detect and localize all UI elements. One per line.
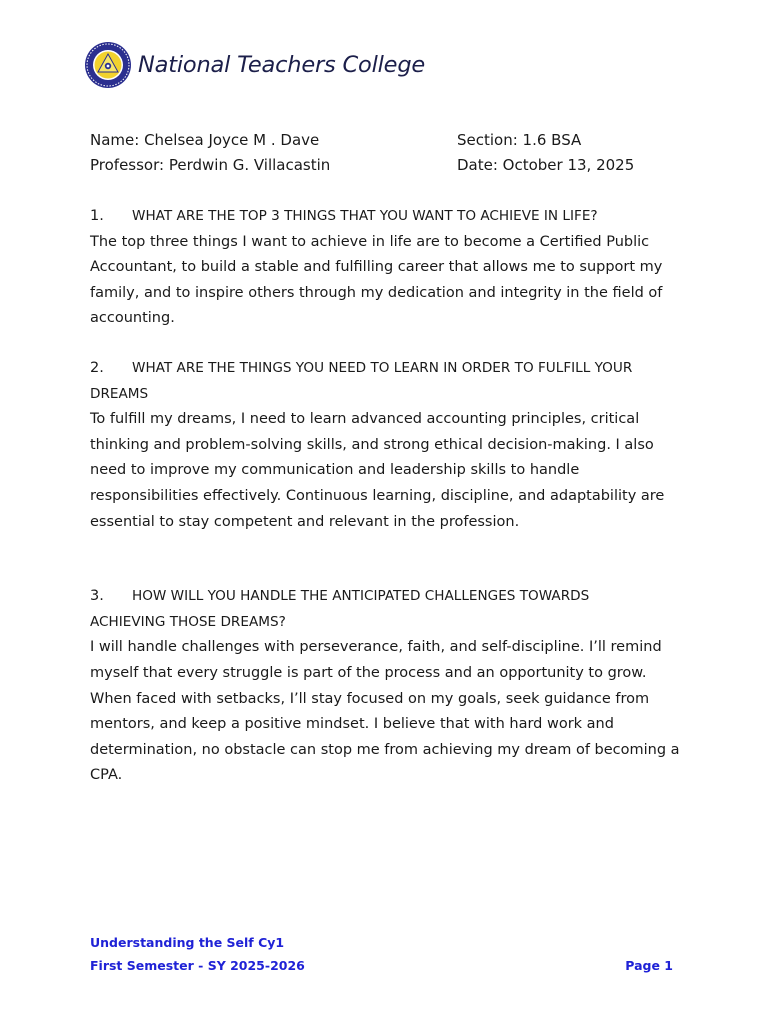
- question-text-continued: DREAMS: [90, 385, 149, 402]
- question-block-3: [90, 584, 680, 789]
- college-name: National Teachers College: [138, 52, 426, 78]
- question-number: 3.: [90, 588, 104, 605]
- document-footer: [90, 931, 673, 977]
- question-number: 2.: [90, 359, 104, 376]
- student-name: Name: Chelsea Joyce M . Dave: [90, 131, 320, 149]
- question-number: 1.: [90, 208, 104, 224]
- college-seal-icon: [84, 41, 132, 89]
- answer-text: The top three things I want to achieve in life are to become a Certified Public Accountant, to build a stable and fulfilling career that allows me to support my family, and to inspire others through my dedication and integrity in the field of accounting.: [90, 233, 663, 327]
- answer-text: To fulfill my dreams, I need to learn advanced accounting principles, critical thinking and problem-solving skills, and strong ethical decision-making. I also need to improve my communication and leadership skills to handle responsibilities effectively. Continuous learning, discipline, and adaptability are essential to stay competent and relevant in the profession.: [90, 411, 665, 530]
- date: Date: October 13, 2025: [457, 156, 635, 174]
- question-block-1: [90, 204, 680, 332]
- question-text: WHAT ARE THE THINGS YOU NEED TO LEARN IN ORDER TO FULFILL YOUR: [132, 359, 633, 376]
- document-body: [90, 204, 680, 789]
- question-text: HOW WILL YOU HANDLE THE ANTICIPATED CHALLENGES TOWARDS: [132, 588, 590, 605]
- question-text: WHAT ARE THE TOP 3 THINGS THAT YOU WANT TO ACHIEVE IN LIFE?: [132, 208, 598, 224]
- professor-name: Professor: Perdwin G. Villacastin: [90, 156, 331, 174]
- semester: First Semester - SY 2025-2026: [90, 958, 305, 973]
- document-header: [84, 41, 425, 89]
- page-number: Page 1: [625, 958, 673, 973]
- student-info: [90, 128, 690, 178]
- answer-text: I will handle challenges with perseverance, faith, and self-discipline. I’ll remind myself that every struggle is part of the process and an opportunity to grow. When faced with setbacks, I’ll stay focused on my goals, seek guidance from mentors, and keep a positive mindset. I believe that with hard work and determination, no obstacle can stop me from achieving my dream of becoming a CPA.: [90, 639, 680, 784]
- question-text-continued: ACHIEVING THOSE DREAMS?: [90, 613, 286, 630]
- section: Section: 1.6 BSA: [457, 131, 582, 149]
- question-block-2: [90, 356, 680, 535]
- course-name: Understanding the Self Cy1: [90, 935, 285, 950]
